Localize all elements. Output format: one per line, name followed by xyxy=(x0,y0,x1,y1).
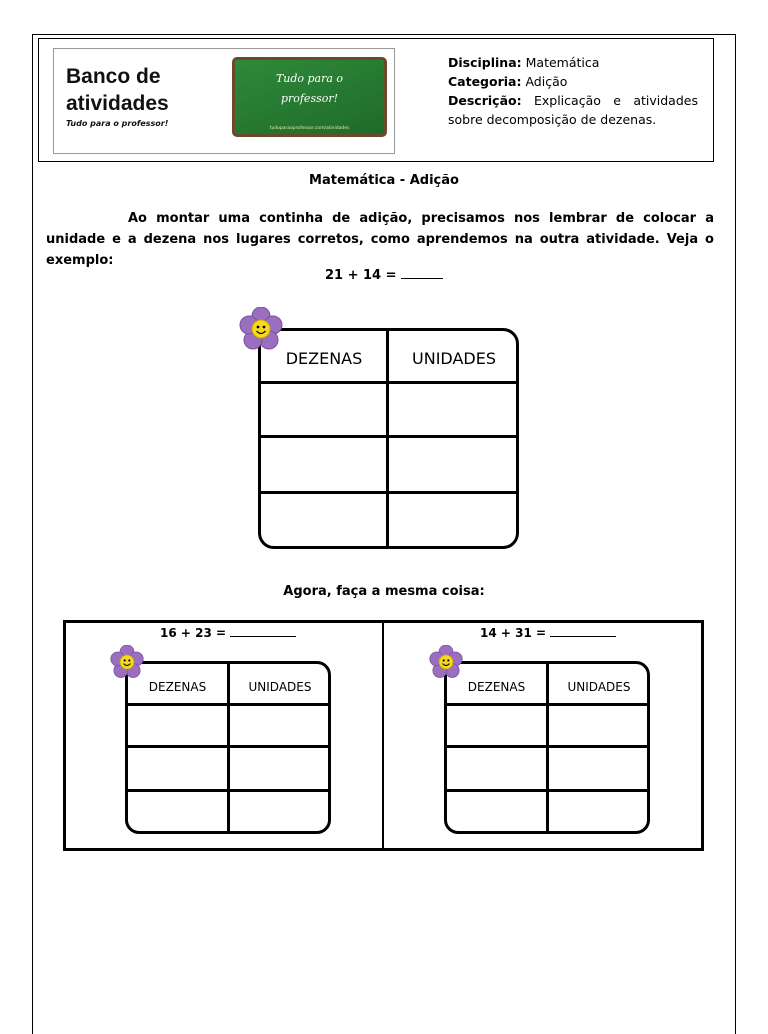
exercise-1-col-dezenas: DEZENAS xyxy=(148,680,207,694)
example-cell-unidades-2[interactable] xyxy=(389,438,519,491)
exercise-1-expression-text: 16 + 23 = xyxy=(160,626,227,640)
activity-info xyxy=(448,53,698,129)
example-cell-unidades-1[interactable] xyxy=(389,384,519,435)
exercise-divider xyxy=(382,620,384,851)
exercise-2-cell-dezenas-1[interactable] xyxy=(447,706,546,745)
categoria-value: Adição xyxy=(525,74,568,89)
exercise-2-cell-unidades-1[interactable] xyxy=(549,706,650,745)
descricao-value: Explicação e atividades sobre decomposição de dezenas. xyxy=(448,93,698,127)
chalkboard-line1: Tudo para o xyxy=(275,72,344,85)
exercise-2-place-value-table xyxy=(444,661,650,834)
exercise-1-expression xyxy=(160,626,296,640)
exercise-1-cell-unidades-1[interactable] xyxy=(230,706,331,745)
example-place-value-table xyxy=(258,328,519,549)
intro-paragraph: Ao montar uma continha de adição, precisamos nos lembrar de colocar a unidade e a dezena nos lugares corretos, como aprendemos na outra atividade. Veja o exemplo: xyxy=(46,211,714,268)
example-cell-dezenas-2[interactable] xyxy=(261,438,386,491)
descricao-label: Descrição: xyxy=(448,93,522,108)
disciplina-value: Matemática xyxy=(525,55,600,70)
logo-title-line1: Banco de xyxy=(66,65,161,88)
flower-smiley-icon xyxy=(239,307,283,351)
exercise-2-expression xyxy=(480,626,616,640)
example-cell-unidades-3[interactable] xyxy=(389,494,519,546)
exercise-2-expression-text: 14 + 31 = xyxy=(480,626,547,640)
example-expression-text: 21 + 14 = xyxy=(324,268,397,283)
disciplina-row xyxy=(448,53,698,72)
categoria-label: Categoria: xyxy=(448,74,522,89)
exercise-2-col-unidades: UNIDADES xyxy=(567,680,631,694)
exercise-1-cell-unidades-3[interactable] xyxy=(230,792,331,832)
exercise-1-answer-blank[interactable] xyxy=(230,636,296,637)
chalkboard-url: tudoparaoprofessor.com/atividades xyxy=(269,126,350,131)
logo-title xyxy=(66,63,169,117)
subject-title: Matemática - Adição xyxy=(309,173,459,188)
exercise-2-cell-unidades-2[interactable] xyxy=(549,748,650,789)
logo-title-line2: atividades xyxy=(66,92,169,115)
example-col-unidades: UNIDADES xyxy=(412,349,496,368)
exercise-2-col-dezenas: DEZENAS xyxy=(467,680,526,694)
disciplina-label: Disciplina: xyxy=(448,55,522,70)
exercise-1-col-unidades: UNIDADES xyxy=(248,680,312,694)
exercise-1-cell-dezenas-3[interactable] xyxy=(128,792,227,832)
answer-blank[interactable] xyxy=(401,278,443,279)
exercise-2-cell-dezenas-3[interactable] xyxy=(447,792,546,832)
exercise-1-cell-dezenas-2[interactable] xyxy=(128,748,227,789)
instruction-text: Agora, faça a mesma coisa: xyxy=(283,584,485,599)
flower-smiley-icon xyxy=(429,645,463,679)
exercise-1-place-value-table xyxy=(125,661,331,834)
exercise-2-cell-dezenas-2[interactable] xyxy=(447,748,546,789)
example-col-dezenas: DEZENAS xyxy=(285,349,363,368)
categoria-row xyxy=(448,72,698,91)
example-cell-dezenas-1[interactable] xyxy=(261,384,386,435)
example-cell-dezenas-3[interactable] xyxy=(261,494,386,546)
exercise-1-cell-dezenas-1[interactable] xyxy=(128,706,227,745)
logo-card xyxy=(53,48,395,154)
exercise-2-cell-unidades-3[interactable] xyxy=(549,792,650,832)
exercise-1-cell-unidades-2[interactable] xyxy=(230,748,331,789)
descricao-row xyxy=(448,91,698,129)
logo-tagline: Tudo para o professor! xyxy=(66,119,169,128)
flower-smiley-icon xyxy=(110,645,144,679)
exercise-2-answer-blank[interactable] xyxy=(550,636,616,637)
example-expression xyxy=(0,268,768,283)
chalkboard-line2: professor! xyxy=(280,92,339,105)
chalkboard-image xyxy=(232,57,387,137)
